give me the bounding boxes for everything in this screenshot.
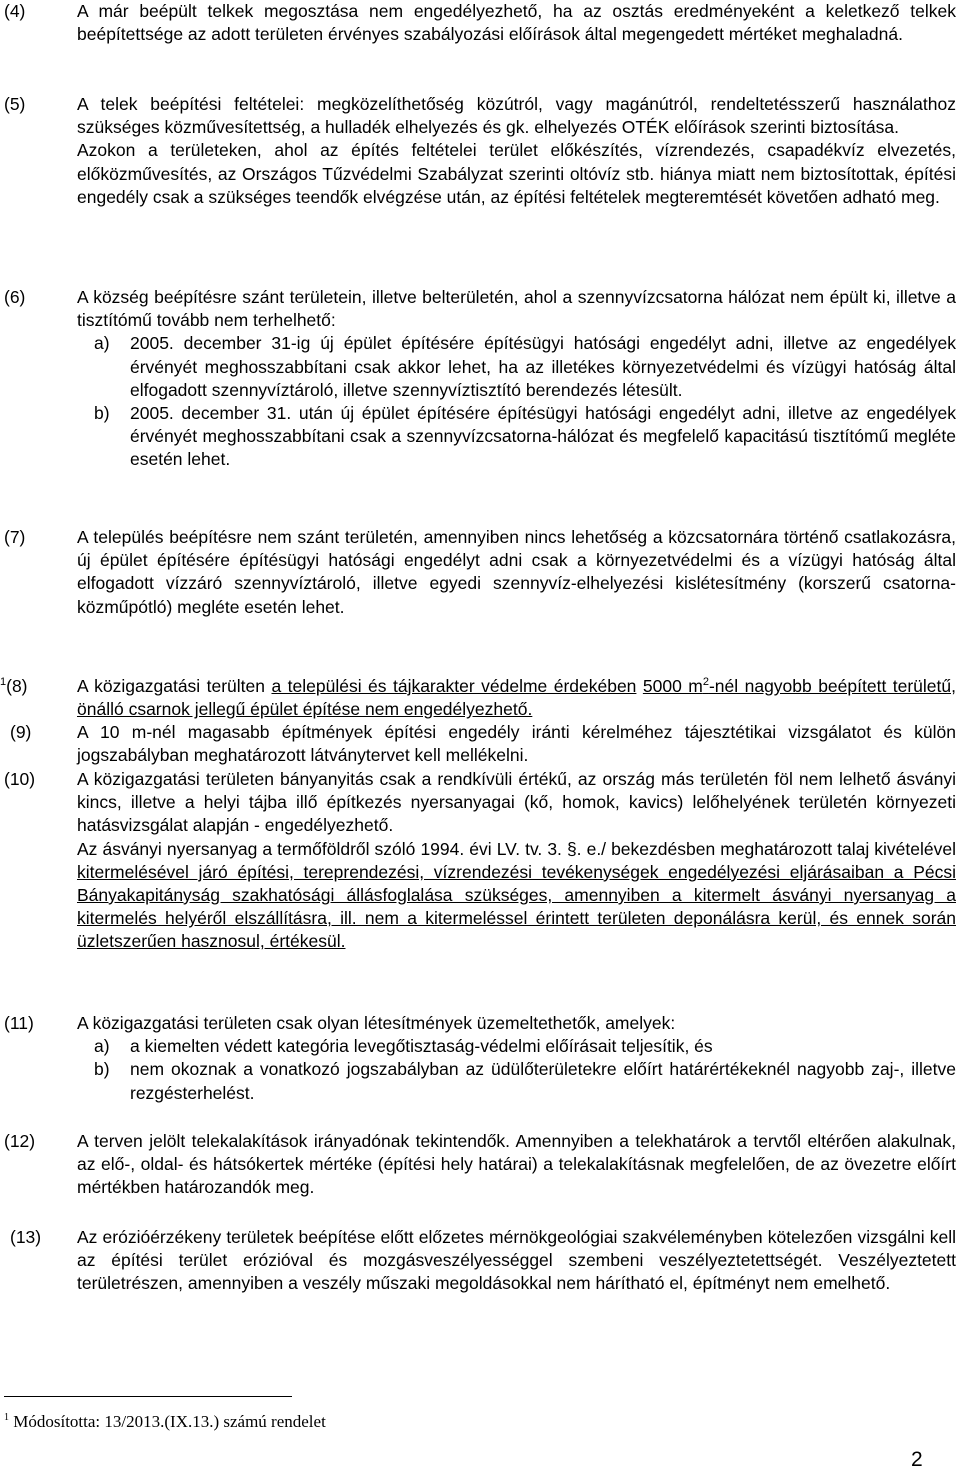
footnote-marker: 1 <box>4 1412 9 1423</box>
paragraph-6 <box>4 286 956 472</box>
footnote-divider <box>4 1396 292 1397</box>
page-number: 2 <box>911 1448 923 1471</box>
paragraph-intro: A község beépítésre szánt területein, illetve belterületén, ahol a szennyvízcsatorna hálózat nem épült ki, illetve a tisztítómű tovább nem terhelhető: <box>77 287 956 331</box>
paragraph-9 <box>4 721 956 767</box>
paragraph-text: A terven jelölt telekalakítások irányadónak tekintendők. Amennyiben a telekhatárok a tervtől eltérően alakulnak, az elő-, oldal- és hátsókertek mértéke (építési hely határai) a telekalakításnak megfelelően, de az övezetre előírt mértékben határozandók meg. <box>77 1131 956 1198</box>
paragraph-7 <box>4 526 956 619</box>
footnote-text: Módosította: 13/2013.(IX.13.) számú rendelet <box>13 1412 326 1431</box>
paragraph-number: (4) <box>4 1 26 21</box>
amended-text: 5000 $m^2$-nél nagyobb beépített területű, önálló csarnok jellegű épület építése nem engedélyezhető. <box>77 676 956 720</box>
amended-text: kitermelésével járó építési, tereprendezési, vízrendezési tevékenységek engedélyezési eljárásaiban a Pécsi Bányakapitányság szakhatósági állásfoglalása szükséges, amennyiben a kitermelt ásványi nyersanyag a kitermelés helyéről elszállításra, ill. nem a kitermeléssel érintett területen deponálásra kerül, és ennek során üzletszerűen hasznosul, értékesül. <box>77 861 956 952</box>
paragraph-number: (10) <box>4 769 36 789</box>
paragraph-10 <box>4 768 956 954</box>
paragraph-text: A már beépült telkek megosztása nem engedélyezhető, ha az osztás eredményeként a keletkező telkek beépítettsége az adott területen érvényes szabályozási előírások által megengedett mértéket meghaladná. <box>77 1 956 45</box>
paragraph-number: (7) <box>4 527 26 547</box>
list-item-text: 2005. december 31-ig új épület építésére építésügyi hatósági engedélyt adni, illetve az engedélyek érvényét meghosszabbítani csak akkor lehet, ha az illetékes környezetvédelmi és vízügyi hatóság által elfogadott szennyvíztároló, illetve szennyvíztisztító berendezés létesült. <box>130 333 956 400</box>
paragraph-5 <box>4 93 956 209</box>
paragraph-12 <box>4 1130 956 1200</box>
paragraph-number: (5) <box>4 94 26 114</box>
paragraph-number: (13) <box>10 1227 42 1247</box>
list-item-label: b) <box>94 403 110 424</box>
paragraph-text-continued: Azokon a területeken, ahol az építés feltételei terület előkészítés, vízrendezés, csapadékvíz elvezetés, előközművesítés, az Országos Tűzvédelmi Szabályzat szerinti oltóvíz stb. hiánya miatt nem biztosítottak, építési engedély csak a szükséges teendők elvégzése után, az építési feltételek megteremtését követően adható meg. <box>77 140 956 207</box>
list-item-text: a kiemelten védett kategória levegőtisztaság-védelmi előírásait teljesítik, és <box>130 1036 713 1057</box>
list-item-label: a) <box>94 333 110 354</box>
paragraph-number: (6) <box>4 287 26 307</box>
paragraph-11 <box>4 1012 956 1105</box>
paragraph-4 <box>4 0 956 46</box>
paragraph-8 <box>0 675 956 721</box>
paragraph-number: (8) <box>6 676 28 696</box>
list-item-text: 2005. december 31. után új épület építésére építésügyi hatósági engedélyt adni, illetve az engedélyek érvényét meghosszabbítani csak a szennyvízcsatorna-hálózat és megfelelő kapacitású tisztítómű megléte esetén lehet. <box>130 403 956 470</box>
paragraph-text: A település beépítésre nem szánt területén, amennyiben nincs lehetőség a közcsatornára történő csatlakozásra, új épület építésére építésügyi hatósági engedélyt adni csak a környezetvédelmi és a vízügyi hatóság által elfogadott vízzáró szennyvíztároló, illetve egyedi szennyvíz-elhelyezési kislétesítmény (korszerű csatorna-közműpótló) megléte esetén lehet. <box>77 527 956 617</box>
paragraph-text: A telek beépítési feltételei: megközelíthetőség közútról, vagy magánútról, rendeltetésszerű használathoz szükséges közművesítettség, a hulladék elhelyezés és gk. elhelyezés OTÉK előírások szerinti biztosítása. <box>77 94 956 138</box>
paragraph-text: A 10 m-nél magasabb építmények építési engedély iránti kérelméhez tájesztétikai vizsgálatot és külön jogszabályban meghatározott látványtervet kell mellékelni. <box>77 722 956 766</box>
list-item <box>77 1058 956 1104</box>
paragraph-text: Az erózióérzékeny területek beépítése előtt előzetes mérnökgeológiai szakvéleményben kötelezően vizsgálni kell az építési terület erózióval és mozgásveszélyességgel szembeni veszélyeztetettségét. Veszélyeztetett területrészen, amennyiben a veszély műszaki megoldásokkal nem hárítható el, építményt nem emelhető. <box>77 1227 956 1294</box>
footnote-reference[interactable]: 1 <box>0 676 7 688</box>
list-item-text: nem okoznak a vonatkozó jogszabályban az üdülőterületekre előírt határértékeknél nagyobb zaj-, illetve rezgésterhelést. <box>130 1059 956 1103</box>
list-item <box>77 332 956 402</box>
paragraph-number: (11) <box>4 1013 34 1033</box>
footnote <box>4 1411 326 1433</box>
list-item <box>77 1035 956 1058</box>
paragraph-text <box>77 675 956 721</box>
paragraph-text-continued: Az ásványi nyersanyag a termőföldről szóló 1994. évi LV. tv. 3. §. e./ bekezdésben meghatározott talaj kivételével kitermelésével járó építési, tereprendezési, vízrendezési tevékenységek engedélyezési eljárásaiban a Pécsi Bányakapitányság szakhatósági állásfoglalása szükséges, amennyiben a kitermelt ásványi nyersanyag a kitermelés helyéről elszállításra, ill. nem a kitermeléssel érintett területen deponálásra kerül, és ennek során üzletszerűen hasznosul, értékesül. <box>77 838 956 952</box>
paragraph-intro: A közigazgatási területen csak olyan létesítmények üzemeltethetők, amelyek: <box>77 1013 676 1033</box>
paragraph-number: (9) <box>10 722 32 742</box>
text-segment: A közigazgatási terülten <box>77 676 266 696</box>
paragraph-13 <box>4 1226 956 1296</box>
list-item-label: a) <box>94 1036 110 1057</box>
paragraph-number: (12) <box>4 1131 36 1151</box>
list-item-label: b) <box>94 1059 110 1080</box>
amended-text: a települési és tájkarakter védelme érdekében <box>271 676 637 696</box>
list-item <box>77 402 956 472</box>
paragraph-text: A közigazgatási területen bányanyitás csak a rendkívüli értékű, az ország más területén föl nem lelhető ásványi kincs, illetve a helyi tájba illő építkezés nyersanyagai (kő, homok, kavics) lelőhelyének területén környezeti hatásvizsgálat alapján - engedélyezhető. <box>77 769 956 836</box>
